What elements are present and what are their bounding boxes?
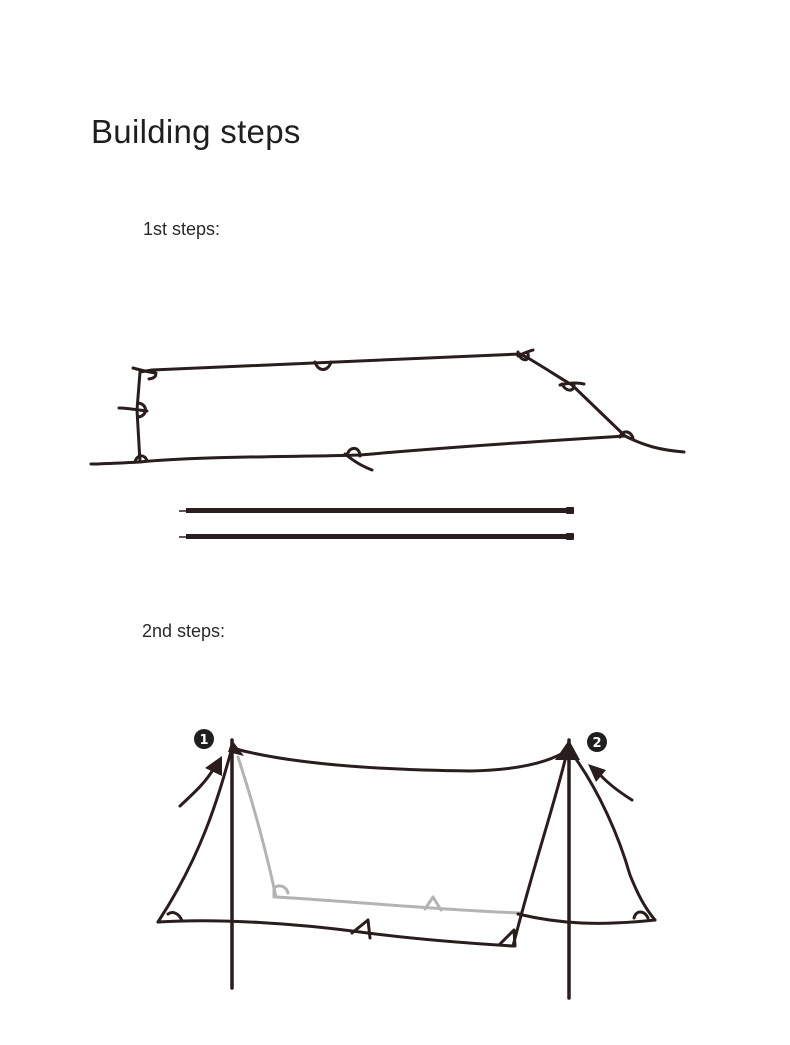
raised-tarp <box>158 740 655 998</box>
step-marker-2-label: 2 <box>592 736 602 751</box>
arrow-head-left <box>205 756 222 776</box>
tarp-bottom-edge <box>158 921 513 946</box>
peak-right <box>555 740 580 760</box>
page-title: Building steps <box>91 113 301 150</box>
tarp-back-ghost <box>232 752 520 920</box>
ghost-left-edge <box>238 757 276 897</box>
step-2-label: 2nd steps: <box>142 621 226 641</box>
tarp-right-wing <box>568 748 655 920</box>
step-marker-1 <box>194 729 214 749</box>
ghost-bottom-edge <box>276 897 520 913</box>
step-1-label: 1st steps: <box>143 219 221 239</box>
tie-right-corner <box>634 912 648 918</box>
tarp-ridge <box>232 748 568 771</box>
step-marker-1-label: 1 <box>199 733 209 748</box>
step-marker-2 <box>587 732 607 752</box>
tarp-front-edge <box>513 748 568 946</box>
raise-arrow-left <box>180 768 214 806</box>
tie-bottom-center <box>352 920 370 938</box>
